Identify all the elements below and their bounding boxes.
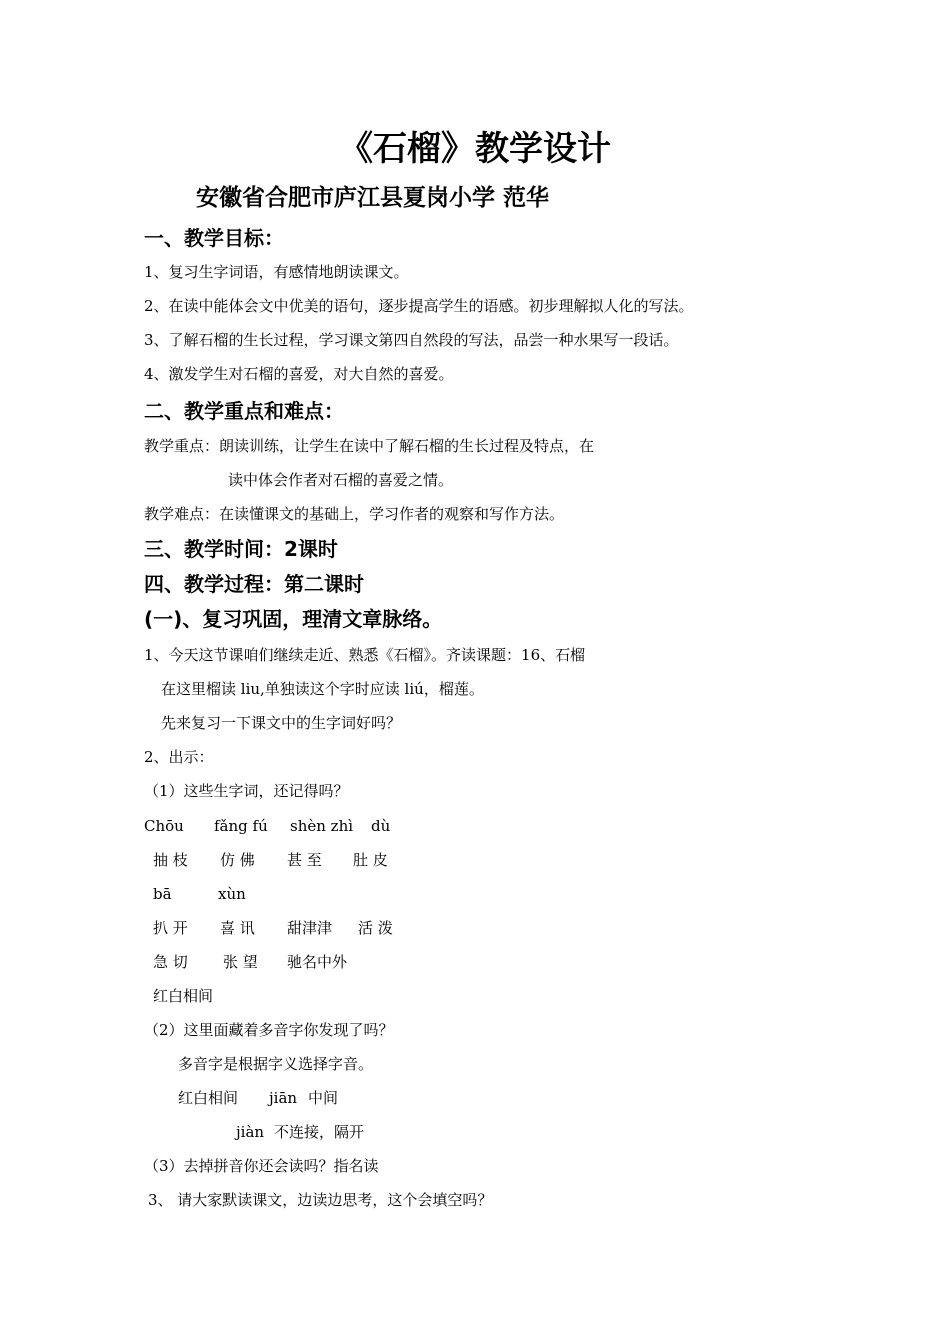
- focus-line-1: 教学重点：朗读训练，让学生在读中了解石榴的生长过程及特点，在: [144, 437, 595, 455]
- question-2: （2）这里面藏着多音字你发现了吗？: [144, 1021, 394, 1039]
- difficulty-line: 教学难点：在读懂课文的基础上，学习作者的观察和写作方法。: [144, 505, 565, 523]
- word-hongbaixiangjian: 红白相间: [153, 987, 214, 1005]
- polyphone-pinyin-jian1: jiān: [269, 1089, 298, 1107]
- process-step-2: 2、出示：: [144, 748, 214, 766]
- document-subtitle: 安徽省合肥市庐江县夏岗小学 范华: [196, 185, 550, 211]
- process-step-1-line-1: 1、今天这节课咱们继续走近、熟悉《石榴》。齐读课题：16、石榴: [144, 646, 586, 664]
- section-heading-objectives: 一、教学目标：: [144, 226, 284, 250]
- word-jiqie: 急 切: [153, 953, 188, 971]
- word-shenzhi: 甚 至: [287, 851, 322, 869]
- word-fangfu: 仿 佛: [220, 851, 255, 869]
- word-chimingzhongwai: 驰名中外: [287, 953, 348, 971]
- polyphone-meaning-1: 中间: [308, 1089, 339, 1107]
- word-chouzhi: 抽 枝: [153, 851, 188, 869]
- word-dupi: 肚 皮: [353, 851, 388, 869]
- word-tianjinjin: 甜津津: [287, 919, 333, 937]
- section-heading-review: (一)、复习巩固，理清文章脉络。: [144, 607, 443, 631]
- pinyin-fangfu: fǎng fú: [214, 817, 268, 835]
- polyphone-note: 多音字是根据字义选择字音。: [178, 1055, 374, 1073]
- objective-item-1: 1、复习生字词语，有感情地朗读课文。: [144, 263, 409, 281]
- pinyin-chou: Chōu: [144, 817, 184, 835]
- objective-item-2: 2、在读中能体会文中优美的语句，逐步提高学生的语感。初步理解拟人化的写法。: [144, 297, 694, 315]
- word-huopo: 活 泼: [358, 919, 393, 937]
- polyphone-word: 红白相间: [178, 1089, 239, 1107]
- pinyin-xun: xùn: [218, 885, 246, 903]
- word-zhangwang: 张 望: [223, 953, 258, 971]
- section-heading-time: 三、教学时间：2课时: [144, 537, 338, 561]
- process-step-1-line-3: 先来复习一下课文中的生字词好吗？: [161, 714, 402, 732]
- process-step-1-line-2: 在这里榴读 liu,单独读这个字时应读 liú，榴莲。: [161, 680, 484, 698]
- pinyin-shenzhi: shèn zhì: [290, 817, 354, 835]
- question-3: （3）去掉拼音你还会读吗？指名读: [144, 1157, 379, 1175]
- section-heading-focus: 二、教学重点和难点：: [144, 399, 344, 423]
- process-step-3: 3、 请大家默读课文，边读边思考，这个会填空吗？: [148, 1191, 493, 1209]
- word-xixun: 喜 讯: [220, 919, 255, 937]
- polyphone-meaning-2: 不连接，隔开: [274, 1123, 365, 1141]
- pinyin-du: dù: [371, 817, 391, 835]
- question-1: （1）这些生字词，还记得吗？: [144, 782, 349, 800]
- objective-item-3: 3、了解石榴的生长过程，学习课文第四自然段的写法，品尝一种水果写一段话。: [144, 331, 679, 349]
- polyphone-pinyin-jian4: jiàn: [236, 1123, 265, 1141]
- objective-item-4: 4、激发学生对石榴的喜爱，对大自然的喜爱。: [144, 365, 454, 383]
- word-bakai: 扒 开: [153, 919, 188, 937]
- document-title: 《石榴》教学设计: [339, 129, 611, 169]
- focus-line-2: 读中体会作者对石榴的喜爱之情。: [228, 471, 454, 489]
- pinyin-ba: bā: [153, 885, 172, 903]
- section-heading-process: 四、教学过程：第二课时: [144, 572, 364, 596]
